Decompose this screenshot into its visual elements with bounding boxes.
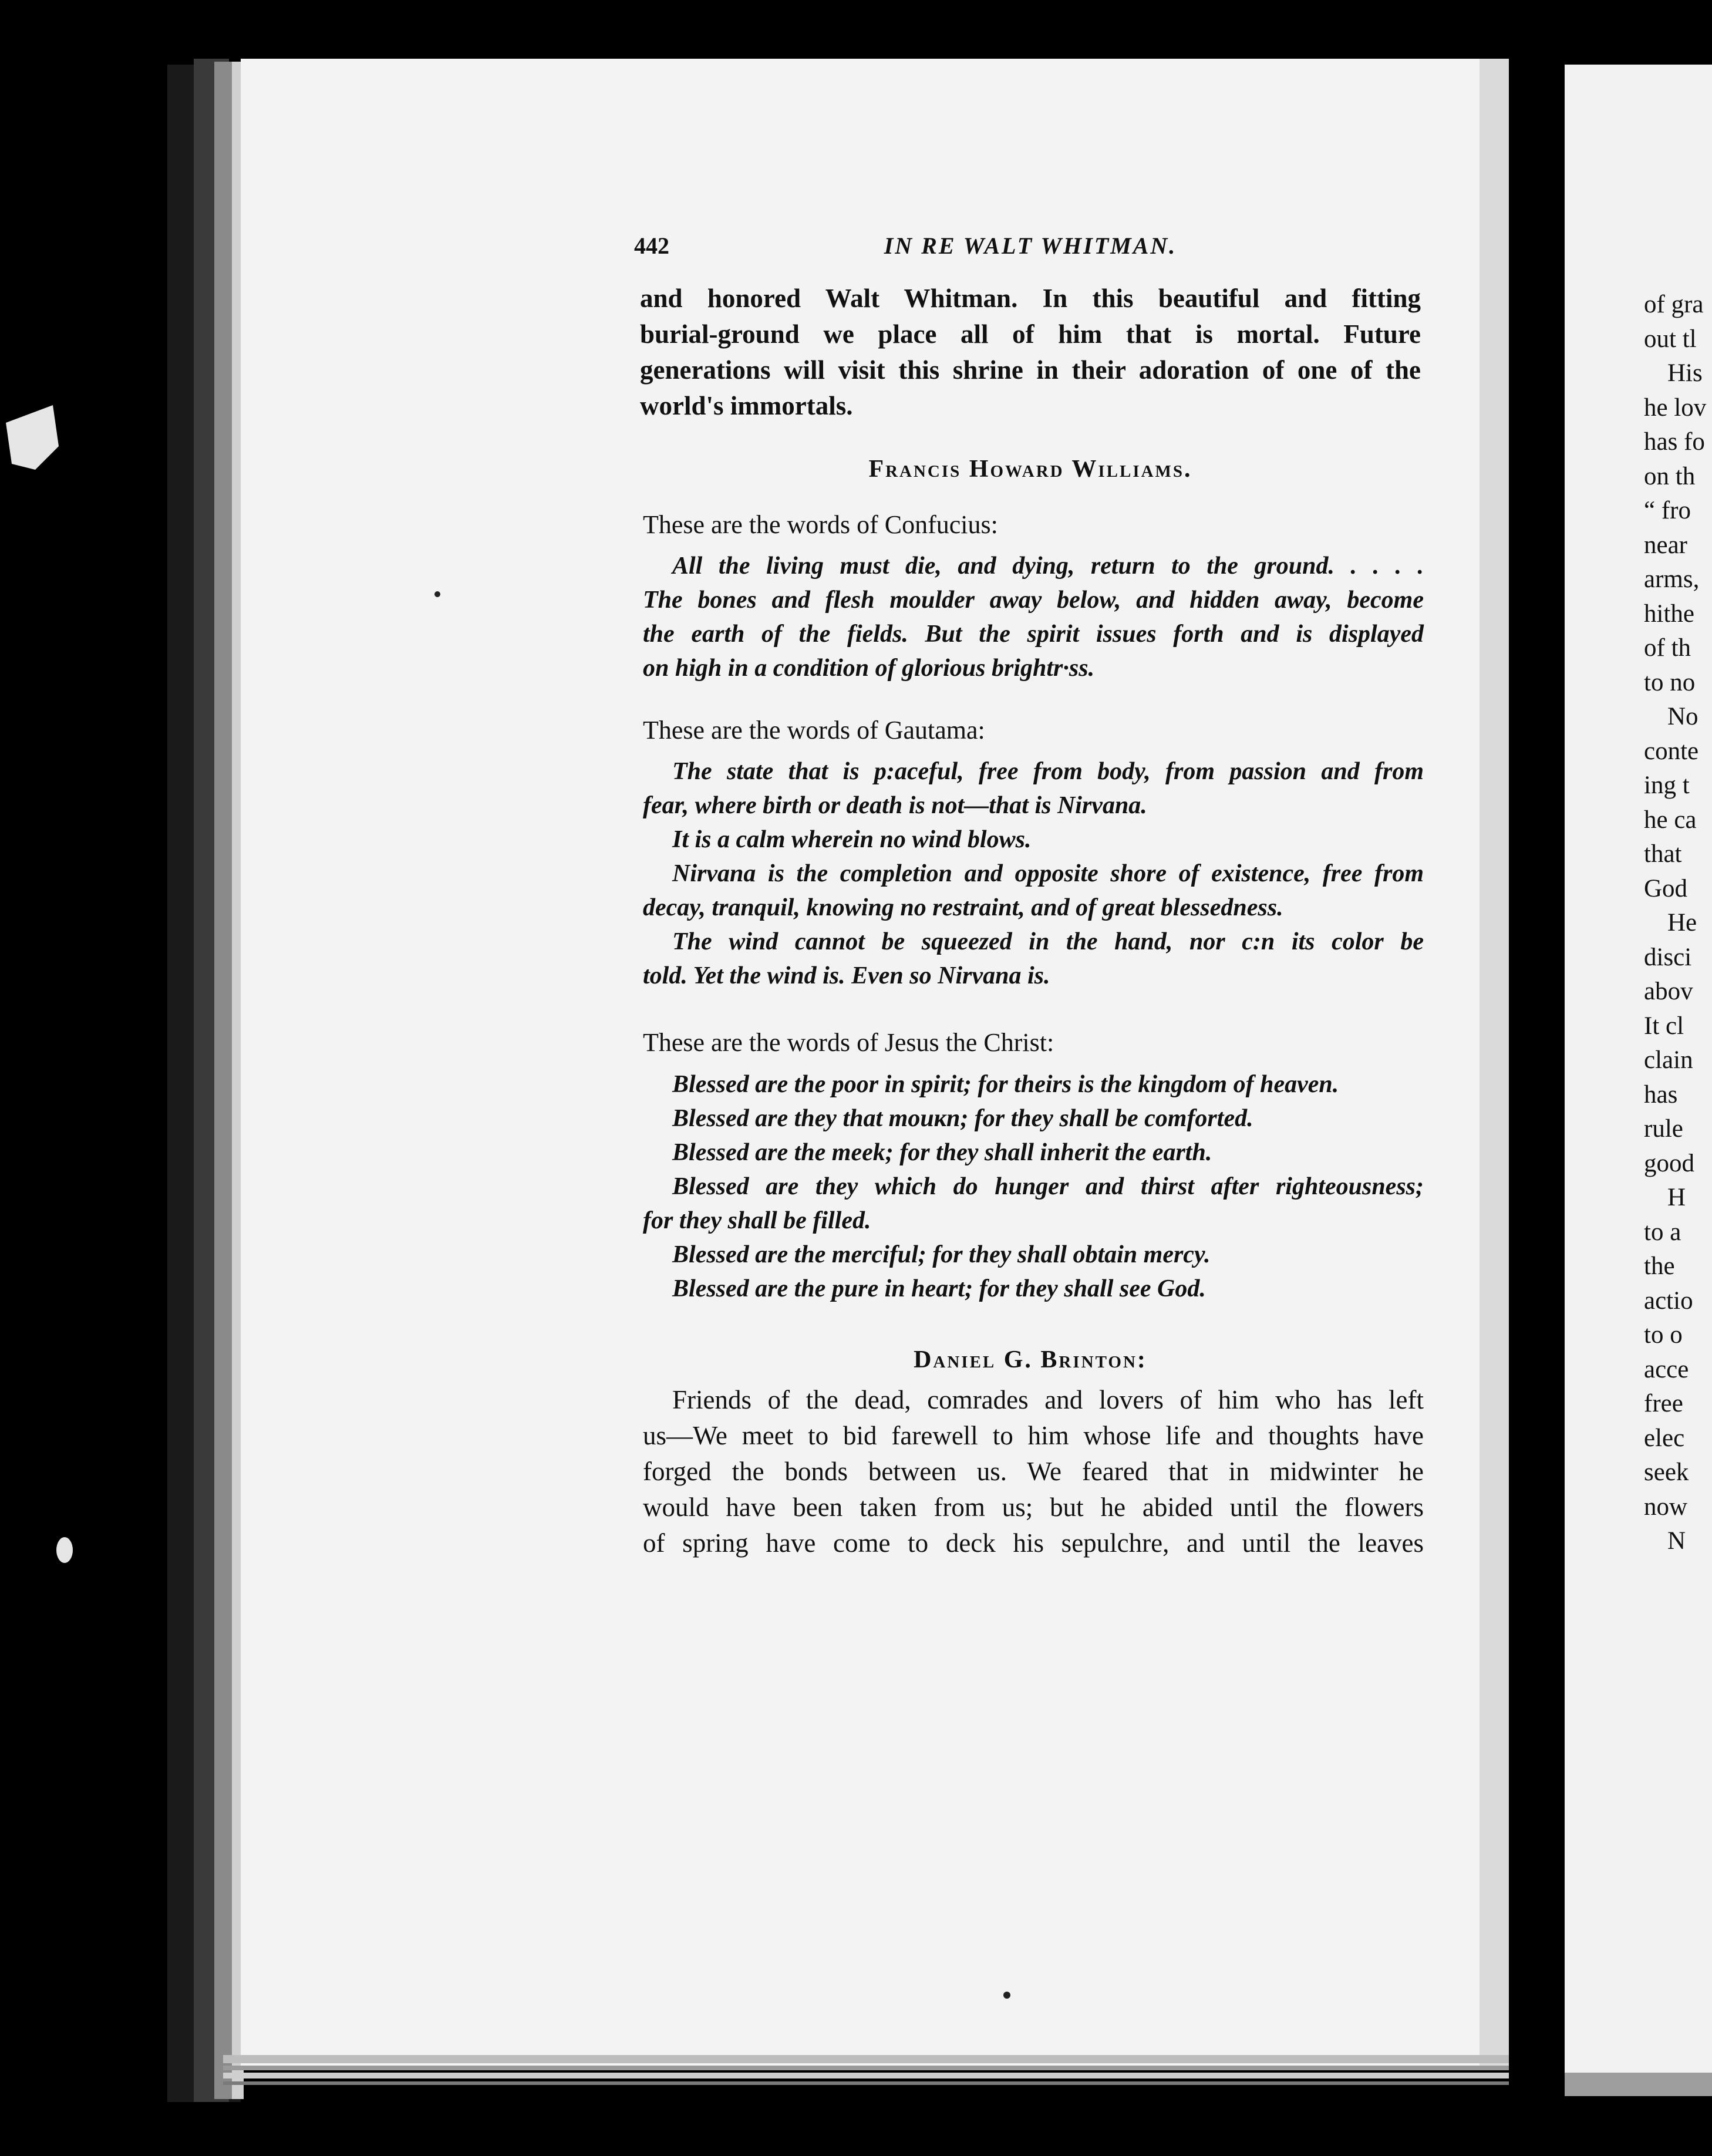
speck (1003, 1992, 1010, 1999)
quote-line: All the living must die, and dying, return to the ground. . . . . (672, 553, 1424, 580)
right-page-line: abov (1644, 978, 1693, 1005)
quote-line: Blessed are the pure in heart; for they shall see God. (672, 1275, 1206, 1302)
quote-line: The wind cannot be squeezed in the hand, nor c:n its color be (672, 928, 1424, 955)
quote-line: decay, tranquil, knowing no restraint, and of great blessedness. (643, 894, 1283, 921)
quote-jesus (643, 1067, 1424, 1306)
right-page-text (1644, 288, 1712, 1559)
right-page-line: “ fro (1644, 497, 1691, 524)
right-page-line: conte (1644, 737, 1699, 765)
right-page-line: clain (1644, 1046, 1693, 1074)
right-page-line: arms, (1644, 565, 1700, 593)
right-page-line: seek (1644, 1458, 1689, 1486)
right-page-line: God (1644, 874, 1688, 902)
quote-line: It is a calm wherein no wind blows. (672, 826, 1032, 853)
speck (434, 591, 440, 597)
right-page-line: to no (1644, 668, 1696, 696)
right-page-line: ing t (1644, 772, 1690, 799)
text-line: would have been taken from us; but he abided until the flowers (643, 1493, 1424, 1522)
quote-line: Blessed are they that mouкn; for they shall be comforted. (672, 1105, 1253, 1132)
right-page-line: His (1667, 359, 1703, 387)
quote-line: for they shall be filled. (643, 1207, 871, 1234)
right-page-line: He (1667, 909, 1697, 936)
quote-line: Blessed are they which do hunger and thirst after righteousness; (672, 1173, 1424, 1200)
quote-line: fear, where birth or death is not—that is Nirvana. (643, 792, 1147, 819)
text-line: world's immortals. (640, 391, 853, 420)
right-page-line: now (1644, 1493, 1688, 1521)
gutter (1509, 35, 1565, 2156)
quote-line: Blessed are the merciful; for they shall obtain mercy. (672, 1241, 1211, 1268)
right-page-line: No (1667, 703, 1698, 730)
text-line: burial-ground we place all of him that is mortal. Future (640, 319, 1421, 349)
text-line: forged the bonds between us. We feared that in midwinter he (643, 1457, 1424, 1486)
quote-line: Nirvana is the completion and opposite shore of existence, free from (672, 860, 1424, 887)
intro-jesus: These are the words of Jesus the Christ: (643, 1028, 1054, 1057)
quote-line: the earth of the fields. But the spirit issues forth and is displayed (643, 621, 1424, 648)
quote-confucius (643, 549, 1424, 685)
right-page-line: to o (1644, 1321, 1683, 1349)
right-page-line: acce (1644, 1355, 1689, 1383)
quote-line: Blessed are the poor in spirit; for theirs is the kingdom of heaven. (672, 1071, 1339, 1098)
right-page-line: It cl (1644, 1012, 1684, 1040)
right-page-line: H (1667, 1184, 1686, 1211)
right-page-line: good (1644, 1149, 1694, 1177)
page-number: 442 (634, 233, 669, 259)
speaker-heading: Daniel G. Brinton: (914, 1346, 1147, 1373)
text-line: and honored Walt Whitman. In this beautiful and fitting (640, 284, 1421, 313)
right-page-line: elec (1644, 1424, 1685, 1452)
right-page-line: of gra (1644, 291, 1704, 318)
right-page-line: rule (1644, 1115, 1683, 1143)
right-page-line: out tl (1644, 325, 1697, 353)
text-line: Friends of the dead, comrades and lovers of him who has left (672, 1385, 1424, 1414)
right-page-line: on th (1644, 462, 1696, 490)
right-page-line: has fo (1644, 428, 1705, 456)
running-head: IN RE WALT WHITMAN. (884, 233, 1177, 259)
right-page-line: he ca (1644, 806, 1697, 834)
lead-paragraph (640, 281, 1421, 424)
right-page-line: the (1644, 1252, 1675, 1280)
intro-gautama: These are the words of Gautama: (643, 716, 985, 745)
right-page-line: free (1644, 1390, 1683, 1417)
speck (56, 1537, 73, 1563)
speaker-heading: Francis Howard Williams. (868, 456, 1192, 483)
right-page-line: hithe (1644, 599, 1694, 628)
right-page-line: to a (1644, 1218, 1681, 1246)
brinton-paragraph (643, 1382, 1424, 1561)
right-page-line: disci (1644, 943, 1692, 971)
right-page-line: of th (1644, 634, 1691, 662)
right-page-line: he lov (1644, 393, 1707, 422)
quote-line: Blessed are the meek; for they shall inherit the earth. (672, 1139, 1212, 1166)
right-page-line: actio (1644, 1286, 1693, 1315)
quote-gautama (643, 754, 1424, 993)
quote-line: The state that is p:aceful, free from body, from passion and from (672, 758, 1424, 785)
intro-confucius: These are the words of Confucius: (643, 510, 998, 539)
page-header (634, 232, 1427, 267)
right-page-line: N (1667, 1527, 1686, 1555)
quote-line: on high in a condition of glorious brightr·ss. (643, 655, 1095, 682)
right-page-line: near (1644, 531, 1687, 559)
text-line: of spring have come to deck his sepulchre, and until the leaves (643, 1528, 1424, 1558)
right-page-line: has (1644, 1080, 1678, 1109)
right-page-line: that (1644, 840, 1682, 868)
text-line: generations will visit this shrine in their adoration of one of the (640, 355, 1421, 385)
text-line: us—We meet to bid farewell to him whose life and thoughts have (643, 1421, 1424, 1450)
quote-line: The bones and flesh moulder away below, and hidden away, become (643, 587, 1424, 614)
quote-line: told. Yet the wind is. Even so Nirvana is. (643, 962, 1050, 989)
